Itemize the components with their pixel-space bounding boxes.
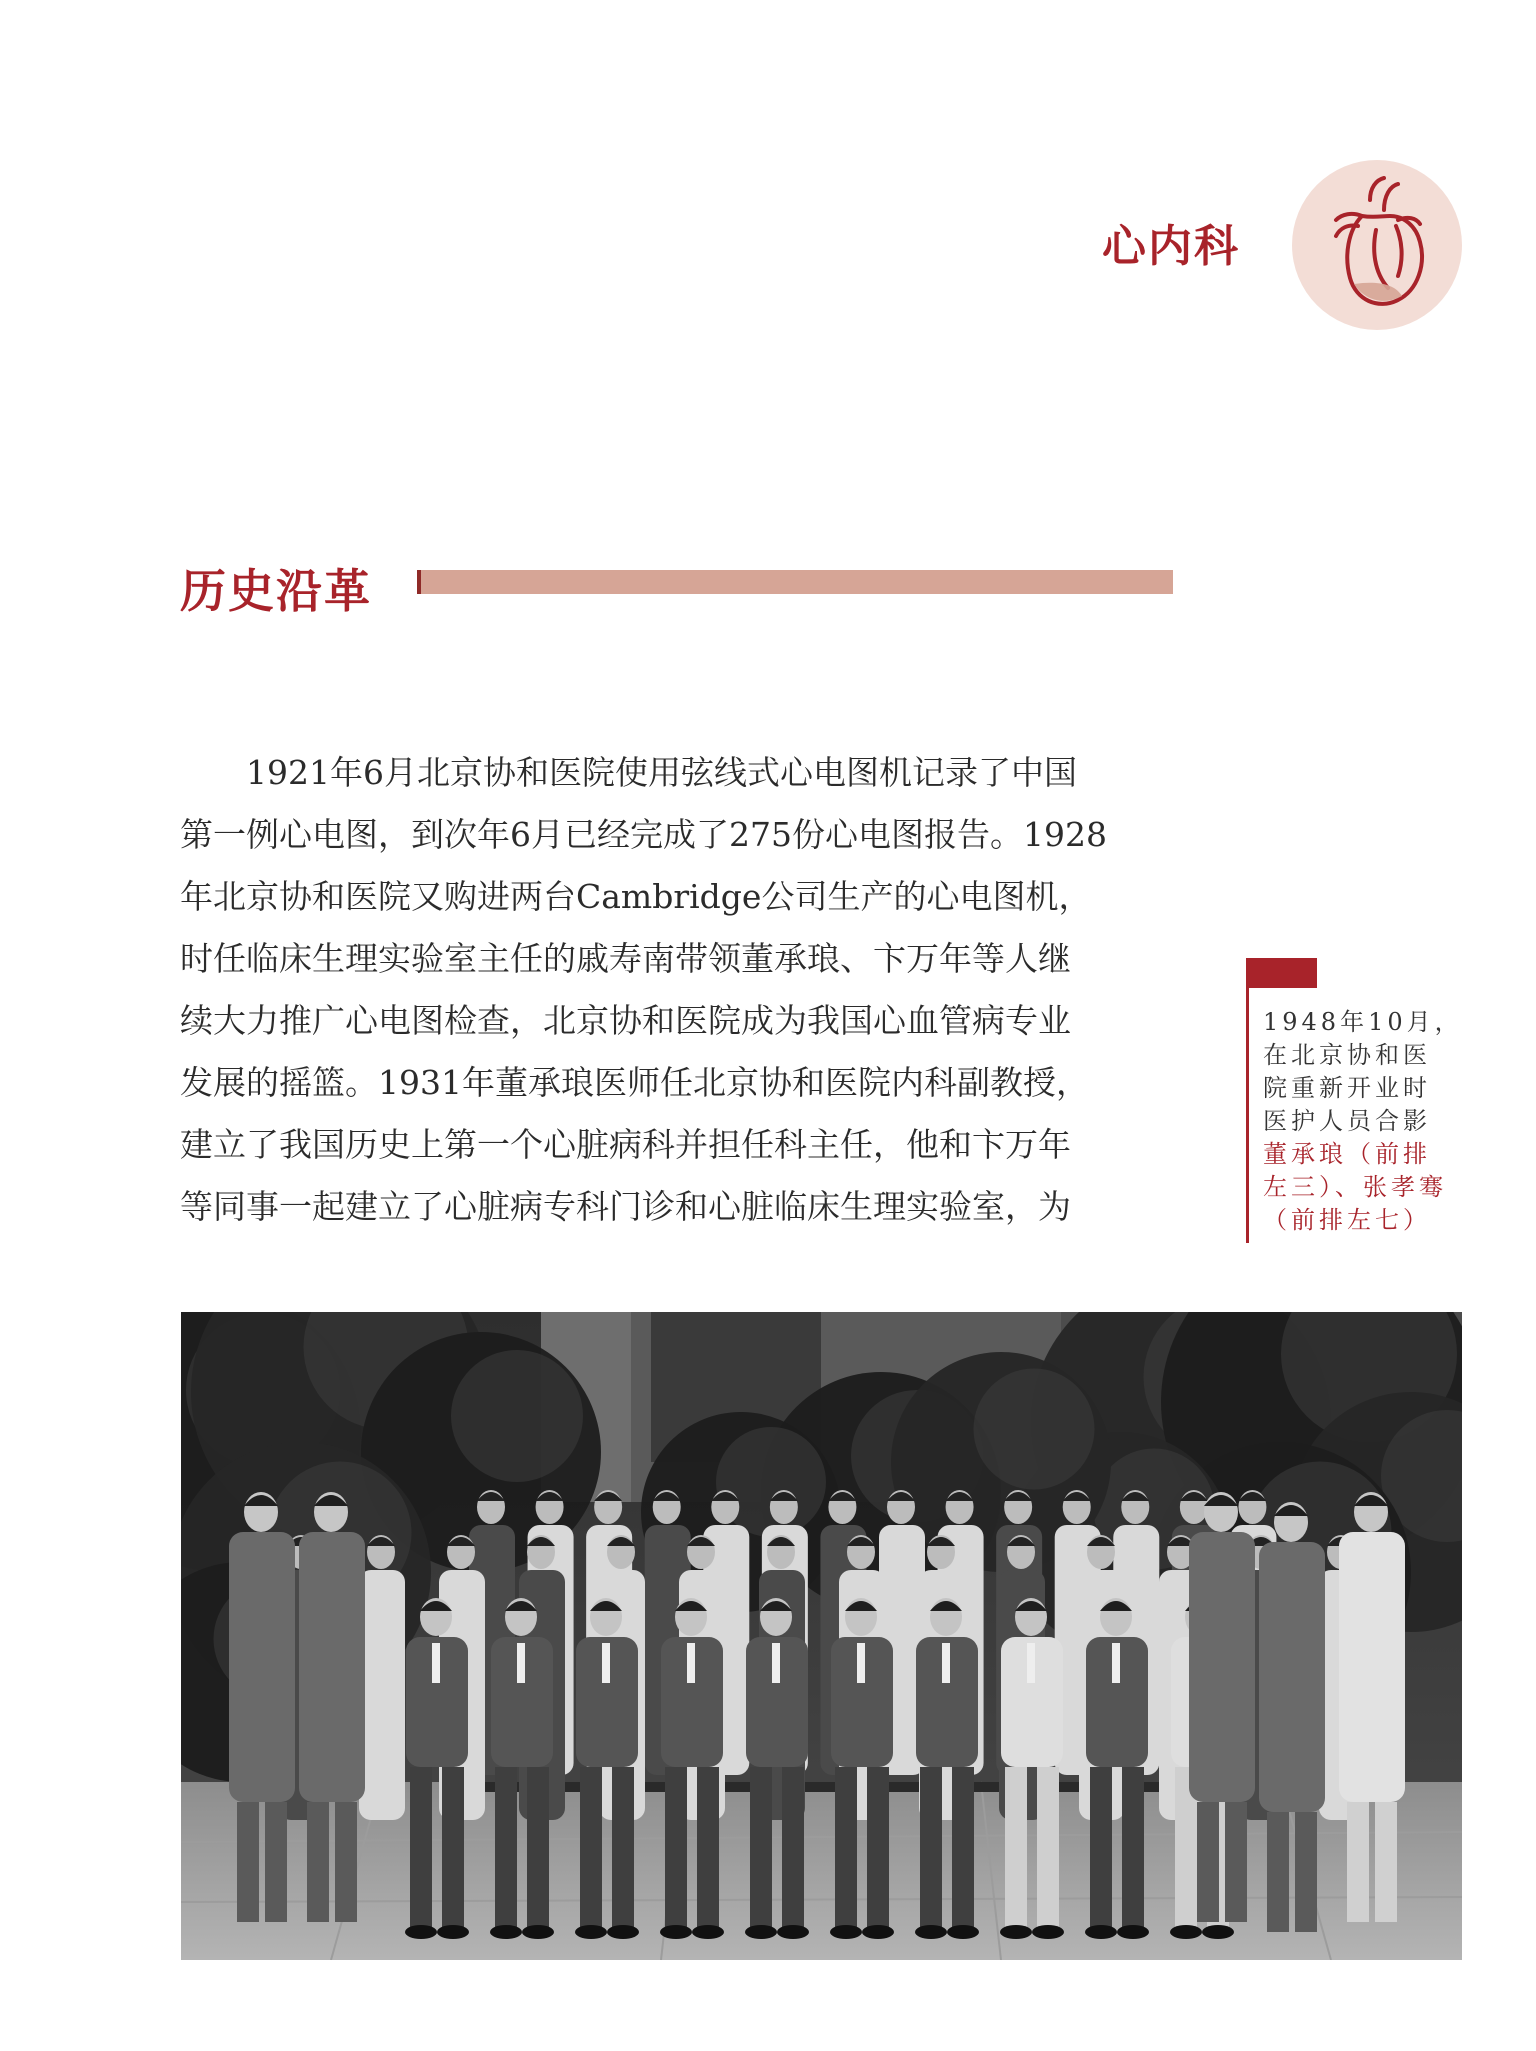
photo-person: [359, 1535, 405, 1820]
body-line: 第一例心电图，到次年6月已经完成了275份心电图报告。1928: [180, 815, 1107, 854]
department-title: 心内科: [1102, 221, 1240, 272]
caption-line-highlight: （前排左七）: [1263, 1206, 1431, 1234]
body-line: 续大力推广心电图检查，北京协和医院成为我国心血管病专业: [180, 1001, 1071, 1040]
group-photo-illustration: [181, 1312, 1462, 1960]
caption-line: 在北京协和医: [1263, 1041, 1431, 1069]
body-line: 时任临床生理实验室主任的戚寿南带领董承琅、卞万年等人继: [180, 939, 1071, 978]
body-line: 等同事一起建立了心脏病专科门诊和心脏临床生理实验室，为: [180, 1187, 1071, 1226]
caption-line: 1948年10月，: [1263, 1008, 1463, 1036]
caption-line-highlight: 董承琅（前排: [1263, 1140, 1431, 1168]
caption-flag: [1249, 958, 1317, 988]
caption-line-highlight: 左三）、张孝骞: [1263, 1173, 1447, 1201]
body-line: 发展的摇篮。1931年董承琅医师任北京协和医院内科副教授，: [180, 1063, 1089, 1102]
photo-caption: [1246, 958, 1503, 1243]
body-line: 1921年6月北京协和医院使用弦线式心电图机记录了中国: [180, 753, 1077, 792]
body-paragraph: [180, 742, 1175, 1238]
section-title: 历史沿革: [180, 564, 372, 618]
body-line: 年北京协和医院又购进两台Cambridge公司生产的心电图机，: [180, 877, 1092, 916]
section-rule: [417, 570, 1173, 594]
body-line: 建立了我国历史上第一个心脏病科并担任科主任，他和卞万年: [180, 1125, 1071, 1164]
heart-icon: [1292, 160, 1462, 330]
caption-line: 医护人员合影: [1263, 1107, 1431, 1135]
group-photo: [181, 1312, 1462, 1960]
caption-line: 院重新开业时: [1263, 1074, 1431, 1102]
heart-badge: [1292, 160, 1462, 330]
